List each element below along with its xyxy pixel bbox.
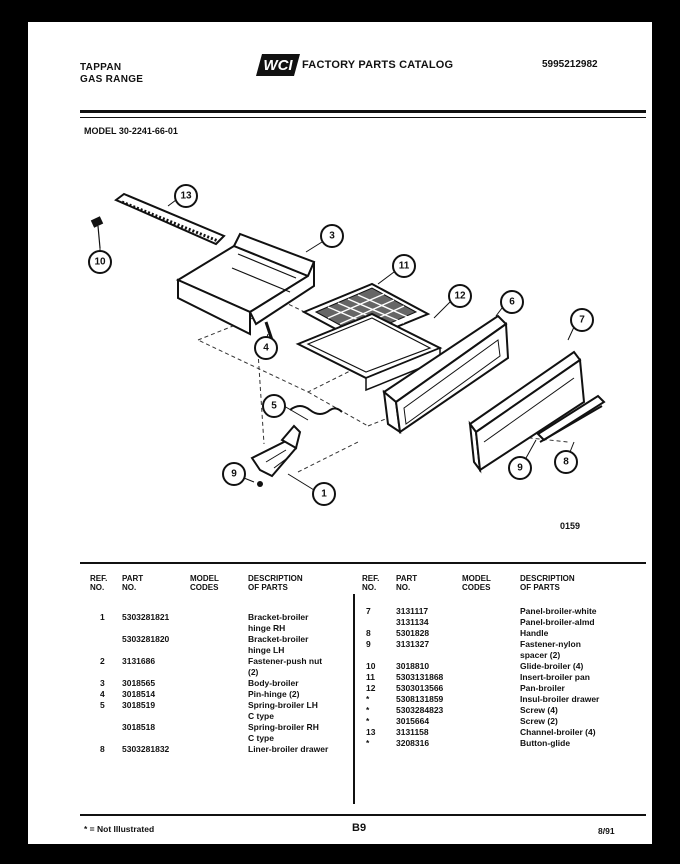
header-ref-no-right: REF. NO. [362,574,380,592]
description: Bracket-broiler [248,634,309,644]
broiler-channel [116,194,224,244]
description: Spring-broiler LH [248,700,318,710]
header-model-codes-left: MODEL CODES [190,574,219,592]
part-no: 3131117 [396,606,429,616]
header-description-right: DESCRIPTION OF PARTS [520,574,575,592]
part-no: 3131686 [122,656,156,666]
exploded-parts-diagram [28,22,652,562]
svg-text:6: 6 [509,296,515,308]
part-no: 3208316 [396,738,430,748]
model-number: MODEL 30-2241-66-01 [84,126,178,136]
svg-text:9: 9 [517,462,523,474]
ref-no: 9 [366,639,371,649]
svg-text:9: 9 [231,468,237,480]
description: Bracket-broiler [248,612,309,622]
part-no: 3131327 [396,639,430,649]
description: Insert-broiler pan [520,672,590,682]
ref-no: 13 [366,727,376,737]
svg-text:4: 4 [263,342,269,354]
part-no: 5308131859 [396,694,444,704]
part-no: 5303281832 [122,744,170,754]
ref-no: * [366,694,370,704]
product-name: GAS RANGE [80,74,144,85]
callout-8 [555,451,577,473]
ref-no: 7 [366,606,371,616]
not-illustrated-note: * = Not Illustrated [84,824,155,834]
publication-number: 5995212982 [542,59,598,70]
callout-9-left [223,463,245,485]
callout-9-right [509,457,531,479]
callout-11 [393,255,415,277]
callout-6 [501,291,523,313]
description: Pin-hinge (2) [248,689,300,699]
catalog-title: FACTORY PARTS CATALOG [302,59,454,71]
ref-no: 8 [100,744,105,754]
part-no: 3015664 [396,716,430,726]
ref-no: 3 [100,678,105,688]
description: C type [248,711,274,721]
part-no: 3018810 [396,661,430,671]
svg-text:3: 3 [329,230,335,242]
ref-no: * [366,738,370,748]
broiler-glide [91,216,103,248]
description: Panel-broiler-almd [520,617,595,627]
description: Fastener-nylon [520,639,581,649]
svg-text:13: 13 [180,190,192,202]
description: spacer (2) [520,650,561,660]
description: Screw (2) [520,716,558,726]
ref-no: * [366,716,370,726]
header-description-left: DESCRIPTION OF PARTS [248,574,303,592]
broiler-hinge-bracket [252,426,300,476]
callout-5 [263,395,285,417]
description: Handle [520,628,549,638]
part-no: 5303281820 [122,634,170,644]
ref-no: 2 [100,656,105,666]
header-model-codes-right: MODEL CODES [462,574,491,592]
ref-no: 12 [366,683,376,693]
description: (2) [248,667,259,677]
description: Insul-broiler drawer [520,694,600,704]
ref-no: 10 [366,661,376,671]
header-part-no-right: PART NO. [396,574,418,592]
description: Pan-broiler [520,683,565,693]
part-no: 5301828 [396,628,430,638]
description: Panel-broiler-white [520,606,597,616]
svg-text:8: 8 [563,456,569,468]
part-no: 5303284823 [396,705,444,715]
part-no: 3131158 [396,727,429,737]
part-no: 3018519 [122,700,156,710]
svg-text:7: 7 [579,314,585,326]
svg-text:10: 10 [94,256,106,268]
description: Fastener-push nut [248,656,323,666]
callout-3 [321,225,343,247]
broiler-body [178,234,314,334]
table-bottom-rule [80,814,646,816]
callout-12 [449,285,471,307]
table-top-rule [80,562,646,564]
part-no: 3018565 [122,678,156,688]
part-no: 5303013566 [396,683,444,693]
description: Spring-broiler RH [248,722,319,732]
callout-4 [255,337,277,359]
callout-7 [571,309,593,331]
ref-no: 1 [100,612,105,622]
column-divider [353,594,355,804]
header-ref-no-left: REF. NO. [90,574,108,592]
ref-no: 11 [366,672,375,682]
ref-no: 5 [100,700,105,710]
date-code: 8/91 [598,826,615,836]
ref-no: 4 [100,689,105,699]
part-no: 3018518 [122,722,156,732]
description: C type [248,733,274,743]
description: Channel-broiler (4) [520,727,596,737]
catalog-page [28,22,652,844]
ref-no: 8 [366,628,371,638]
svg-text:11: 11 [398,260,410,272]
description: Glide-broiler (4) [520,661,584,671]
description: Liner-broiler drawer [248,744,329,754]
part-no: 3131134 [396,617,429,627]
description: Body-broiler [248,678,299,688]
page-number: B9 [352,822,367,834]
figure-number: 0159 [560,521,581,531]
callout-13 [175,185,197,207]
svg-text:WCI: WCI [263,57,293,74]
part-no: 3018514 [122,689,156,699]
nylon-fastener [244,478,263,487]
description: hinge LH [248,645,285,655]
callout-1 [313,483,335,505]
svg-text:12: 12 [454,290,466,302]
description: hinge RH [248,623,286,633]
part-no: 5303131868 [396,672,444,682]
description: Button-glide [520,738,571,748]
ref-no: * [366,705,370,715]
brand-name: TAPPAN [80,62,122,73]
description: Screw (4) [520,705,558,715]
svg-text:1: 1 [321,488,327,500]
callout-10 [89,251,111,273]
part-no: 5303281821 [122,612,170,622]
header-part-no-left: PART NO. [122,574,144,592]
svg-text:5: 5 [271,400,277,412]
